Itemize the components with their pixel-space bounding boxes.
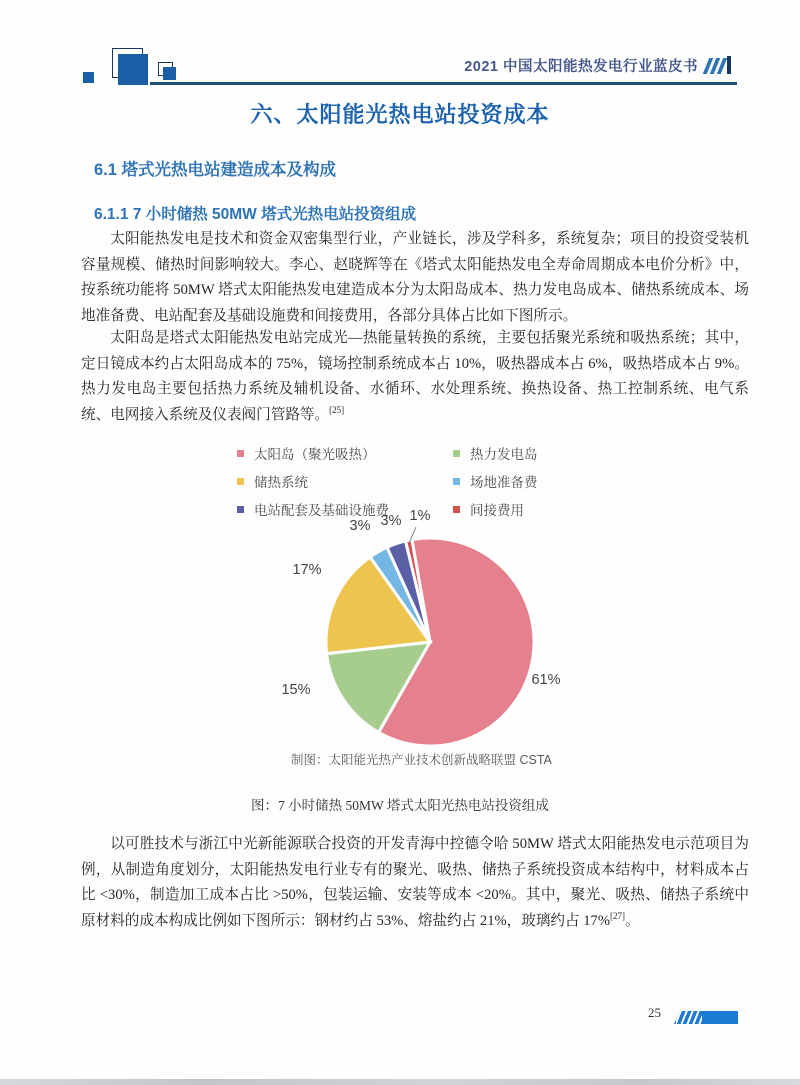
pie-value-label-4: 3% — [380, 513, 402, 529]
legend-swatch-icon — [453, 450, 460, 457]
paragraph-3-text: 以可胜技术与浙江中光新能源联合投资的开发青海中控德令哈 50MW 塔式太阳能热发电示范项目为例，从制造角度划分，太阳能热发电行业专有的聚光、吸热、储热子系统投资成本结构中，材料成本占比 <30%，制造加工成本占比 >50%，包装运输、安装等成本 <20%。其中，聚光、吸热、储热子系统中原材料的成本构成比例如下图所示：钢材约占 53%、熔盐约占 21%，玻璃约占 17% — [81, 836, 749, 930]
legend-item-3 — [453, 471, 538, 491]
legend-label: 太阳岛（聚光吸热） — [254, 447, 376, 462]
paragraph-1: 太阳能热发电是技术和资金双密集型行业，产业链长，涉及学科多，系统复杂；项目的投资受装机容量规模、储热时间影响较大。李心、赵晓辉等在《塔式太阳能热发电全寿命周期成本电价分析》中，按系统功能将 50MW 塔式太阳能热发电建造成本分为太阳岛成本、热力发电岛成本、储热系统成本、场地准备费、电站配套及基础设施费和间接费用，各部分具体占比如下图所示。 — [81, 231, 749, 325]
footnote-ref-27: [27] — [610, 911, 626, 922]
header-rule — [150, 82, 737, 85]
bar-mark — [727, 56, 731, 74]
legend-swatch-icon — [237, 450, 244, 457]
figure-credit: 制图：太阳能光热产业技术创新战略联盟 CSTA — [291, 753, 552, 767]
footer-accent-bar — [674, 1011, 738, 1024]
legend-label: 场地准备费 — [470, 475, 538, 490]
section-heading: 6.1 塔式光热电站建造成本及构成 — [94, 161, 337, 179]
pie-value-label-1: 15% — [281, 682, 311, 698]
logo-square-small-solid — [163, 67, 176, 80]
subsection-heading: 6.1.1 7 小时储热 50MW 塔式光热电站投资组成 — [94, 206, 417, 223]
page-title: 六、太阳能光热电站投资成本 — [250, 102, 550, 127]
pie-value-label-3: 3% — [349, 518, 371, 534]
paragraph-3-tail: 。 — [625, 913, 640, 930]
legend-label: 电站配套及基础设施费 — [254, 503, 389, 518]
legend-swatch-icon — [237, 478, 244, 485]
page-number: 25 — [648, 1005, 661, 1020]
legend-label: 储热系统 — [254, 475, 308, 490]
legend-item-2 — [237, 471, 453, 491]
page-bottom-edge — [0, 1079, 800, 1085]
footer-bar-stripes — [676, 1011, 702, 1024]
figure-caption: 图：7 小时储热 50MW 塔式太阳光热电站投资组成 — [251, 798, 549, 813]
paragraph-2 — [81, 326, 749, 429]
footnote-ref-25: [25] — [329, 405, 345, 416]
booklet-title: 2021 中国太阳能热发电行业蓝皮书 — [464, 59, 698, 75]
pie-value-label-5: 1% — [409, 508, 431, 524]
slashes-icon — [706, 56, 731, 74]
logo-square-small-left — [83, 72, 94, 83]
paragraph-3 — [81, 832, 749, 935]
pie-value-label-0: 61% — [531, 672, 561, 688]
pie-value-label-2: 17% — [292, 562, 322, 578]
paragraph-2-text: 太阳岛是塔式太阳能热发电站完成光—热能量转换的系统，主要包括聚光系统和吸热系统；其中，定日镜成本约占太阳岛成本的 75%，镜场控制系统成本占 10%，吸热器成本占 6%，吸热塔成本占 9%。热力发电岛主要包括热力系统及辅机设备、水循环、水处理系统、换热设备、热工控制系统、电气系统、电网接入系统及仪表阀门管路等。 — [81, 330, 749, 424]
legend-swatch-icon — [453, 478, 460, 485]
legend-label: 热力发电岛 — [470, 447, 538, 462]
legend-label: 间接费用 — [470, 503, 524, 518]
legend-item-1 — [453, 443, 538, 463]
pie-chart — [220, 500, 580, 760]
logo-square-solid — [118, 54, 148, 85]
legend-item-0 — [237, 443, 453, 463]
